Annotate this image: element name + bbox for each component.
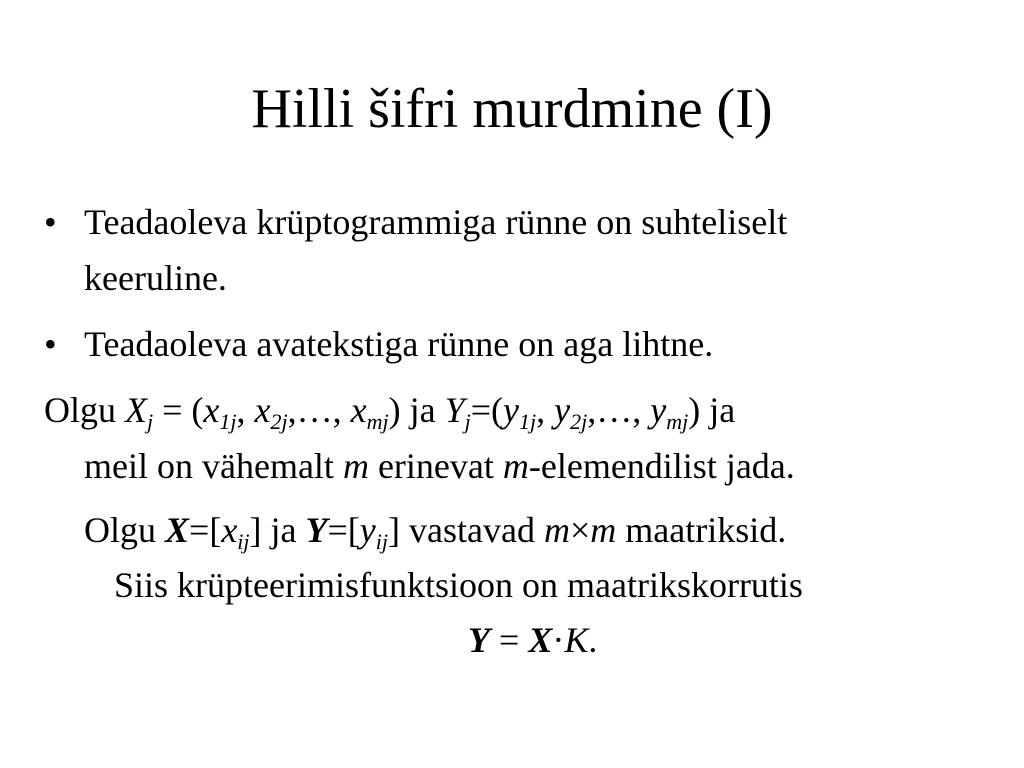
sub-ij: ij — [375, 529, 389, 554]
para2-line-2: Siis krüpteerimisfunktsioon on maatrikskorrutis — [114, 565, 803, 605]
var-Y-bold: Y — [468, 620, 490, 660]
var-X-bold: X — [165, 510, 190, 550]
var-Y: Y — [444, 390, 465, 430]
sub-mj: mj — [366, 409, 389, 434]
var-m: m — [502, 446, 529, 486]
text: meil on vähemalt — [84, 446, 343, 486]
times-sign: × — [569, 510, 591, 550]
close-ja: ) ja — [688, 390, 736, 430]
var-x: x — [221, 510, 238, 550]
var-y: y — [650, 390, 667, 430]
dot-operator: · — [552, 620, 565, 660]
sub-j: j — [147, 409, 154, 434]
var-m: m — [342, 446, 369, 486]
var-y: y — [359, 510, 376, 550]
text: maatriksid. — [616, 510, 787, 550]
var-X-bold: X — [528, 620, 553, 660]
var-y: y — [503, 390, 520, 430]
var-x: x — [254, 390, 271, 430]
eq-bracket: =[ — [189, 510, 222, 550]
para2-line-1 — [84, 508, 786, 552]
bullet-2-line-1: Teadaoleva avatekstiga rünne on aga lihtne. — [84, 324, 714, 364]
text: erinevat — [368, 446, 503, 486]
word-olgu: Olgu — [44, 390, 116, 430]
para1-line-2 — [84, 444, 795, 488]
comma: , — [536, 390, 555, 430]
var-x: x — [350, 390, 367, 430]
eq-open: = ( — [153, 390, 204, 430]
var-K: K — [564, 620, 589, 660]
bullet-1-line-1: Teadaoleva krüptogrammiga rünne on suhteliselt — [84, 202, 788, 242]
sub-ij: ij — [237, 529, 250, 554]
bullet-1-line-2: keeruline. — [84, 258, 227, 298]
formula-line — [468, 618, 597, 662]
text: -elemendilist jada. — [528, 446, 795, 486]
text: ] vastavad — [388, 510, 544, 550]
var-Y-bold: Y — [305, 510, 328, 550]
eq-open: =( — [470, 390, 504, 430]
bracket-ja: ] ja — [249, 510, 306, 550]
bullet-dot: • — [44, 202, 57, 242]
var-x: x — [203, 390, 220, 430]
equals-sign: = — [490, 620, 529, 660]
sub-2j: 2j — [570, 409, 588, 434]
close-ja: ) ja — [388, 390, 445, 430]
var-m: m — [590, 510, 617, 550]
ellipsis: ,…, — [287, 390, 351, 430]
sub-2j: 2j — [270, 409, 288, 434]
slide-title: Hilli šifri murdmine (I) — [251, 78, 773, 140]
sub-j: j — [464, 409, 471, 434]
var-m: m — [543, 510, 570, 550]
var-X: X — [125, 390, 147, 430]
para1-line-1 — [44, 388, 735, 432]
ellipsis: ,…, — [587, 390, 651, 430]
bullet-dot: • — [44, 324, 57, 364]
word-olgu: Olgu — [84, 510, 165, 550]
sub-1j: 1j — [519, 409, 537, 434]
var-y: y — [554, 390, 571, 430]
sub-mj: mj — [666, 409, 689, 434]
period: . — [588, 620, 598, 660]
eq-bracket: =[ — [327, 510, 360, 550]
sub-1j: 1j — [219, 409, 237, 434]
comma: , — [236, 390, 255, 430]
